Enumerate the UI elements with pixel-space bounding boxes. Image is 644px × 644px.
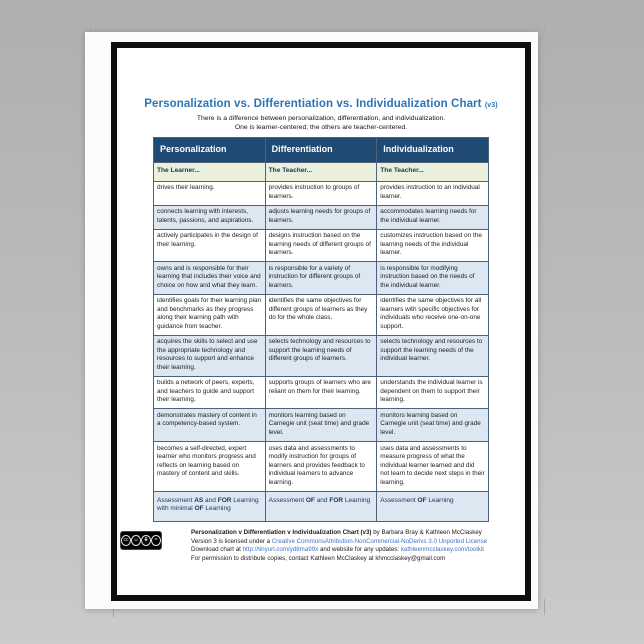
license-link: Creative CommonsAttribution-NonCommercial-NoDerivs 3.0 Unported License bbox=[271, 537, 488, 545]
cc-icon: cc bbox=[121, 535, 131, 546]
table-row bbox=[154, 294, 489, 335]
subheader-the-learner: The Learner... bbox=[154, 162, 266, 181]
cc-nc-icon: $ bbox=[141, 535, 151, 546]
cell-differentiation: adjusts learning needs for groups of learners. bbox=[265, 205, 377, 229]
column-header-personalization: Personalization bbox=[154, 137, 266, 162]
subheader-the-teacher-2: The Teacher... bbox=[377, 162, 489, 181]
cell-personalization: demonstrates mastery of content in a competency-based system. bbox=[154, 409, 266, 442]
cell-individualization: is responsible for modifying instruction based on the needs of the individual learner. bbox=[377, 262, 489, 295]
table-row bbox=[154, 442, 489, 492]
subheader-the-teacher-1: The Teacher... bbox=[265, 162, 377, 181]
cell-personalization: drives their learning. bbox=[154, 181, 266, 205]
column-header-differentiation: Differentiation bbox=[265, 137, 377, 162]
cell-individualization: monitors learning based on Carnegie unit (seat time) and grade level. bbox=[377, 409, 489, 442]
footer-line-1: Personalization v Differentiation v Individualization Chart (v3) by Barbara Bray & Kathleen McClaskey bbox=[191, 528, 482, 536]
cell-individualization: customizes instruction based on the learning needs of the individual learner. bbox=[377, 229, 489, 262]
page-title bbox=[117, 98, 525, 111]
cc-by-person-icon: ☺ bbox=[131, 535, 141, 546]
comparison-table bbox=[153, 137, 489, 522]
table-row bbox=[154, 205, 489, 229]
table-row bbox=[154, 376, 489, 409]
cell-individualization: uses data and assessments to measure progress of what the individual learner learned and did not learn to decide next steps in their learning. bbox=[377, 442, 489, 492]
footer-chart-title: Personalization v Differentiation v Individualization Chart (v3) bbox=[191, 528, 372, 536]
page-title-text: Personalization vs. Differentiation vs. Individualization Chart bbox=[144, 98, 482, 110]
cell-personalization: owns and is responsible for their learning that includes their voice and choice on how and what they learn. bbox=[154, 262, 266, 295]
crop-mark bbox=[544, 599, 545, 615]
column-header-individualization: Individualization bbox=[377, 137, 489, 162]
footer-line-3: Download chart at http://tinyurl.com/yd8ma99x and website for any updates: kathleenmcclaskey.com/toolkit bbox=[191, 546, 484, 554]
footer-line-2: Version 3 is licensed under a Creative CommonsAttribution-NonCommercial-NoDerivs 3.0 Unported License bbox=[191, 537, 488, 545]
cell-personalization: connects learning with interests, talents, passions, and aspirations. bbox=[154, 205, 266, 229]
footer-line-4: For permission to distribute copies, contact Kathleen McClaskey at khmcclaskey@gmail.com bbox=[191, 555, 446, 563]
cell-differentiation: designs instruction based on the learning needs of different groups of learners. bbox=[265, 229, 377, 262]
cell-differentiation: uses data and assessments to modify instruction for groups of learners and provides feedback to individual learners to advance learning. bbox=[265, 442, 377, 492]
cell-differentiation: identifies the same objectives for different groups of learners as they do for the whole class. bbox=[265, 294, 377, 335]
subtitle bbox=[117, 114, 525, 132]
assessment-personalization: Assessment AS and FOR Learning with minimal OF Learning bbox=[154, 491, 266, 521]
crop-mark bbox=[541, 27, 545, 40]
assessment-differentiation: Assessment OF and FOR Learning bbox=[265, 491, 377, 521]
table-subheader-row bbox=[154, 162, 489, 181]
footer bbox=[120, 529, 525, 564]
table-row bbox=[154, 229, 489, 262]
cell-personalization: becomes a self-directed, expert learner who monitors progress and reflects on learning based on mastery of content and skills. bbox=[154, 442, 266, 492]
poster-sheet bbox=[85, 32, 538, 609]
creative-commons-badge bbox=[120, 531, 162, 550]
cell-differentiation: provides instruction to groups of learners. bbox=[265, 181, 377, 205]
cell-differentiation: is responsible for a variety of instruction for different groups of learners. bbox=[265, 262, 377, 295]
cell-individualization: understands the individual learner is dependent on them to support their learning. bbox=[377, 376, 489, 409]
toolkit-link: kathleenmcclaskey.com/toolkit bbox=[400, 546, 484, 554]
table-row bbox=[154, 181, 489, 205]
cell-individualization: selects technology and resources to support the learning needs of the individual learner. bbox=[377, 335, 489, 376]
cell-individualization: identifies the same objectives for all learners with specific objectives for individuals who receive one-on-one support. bbox=[377, 294, 489, 335]
cell-differentiation: supports groups of learners who are reliant on them for their learning. bbox=[265, 376, 377, 409]
subtitle-line-2: One is learner-centered; the others are teacher-centered. bbox=[234, 123, 408, 131]
table-row bbox=[154, 262, 489, 295]
cell-personalization: acquires the skills to select and use the appropriate technology and resources to support and enhance their learning. bbox=[154, 335, 266, 376]
assessment-row bbox=[154, 491, 489, 521]
table-row bbox=[154, 409, 489, 442]
cell-personalization: actively participates in the design of their learning. bbox=[154, 229, 266, 262]
cell-individualization: accommodates learning needs for the individual learner. bbox=[377, 205, 489, 229]
poster-black-frame bbox=[111, 42, 531, 601]
cell-personalization: identifies goals for their learning plan and benchmarks as they progress along their learning path with guidance from teacher. bbox=[154, 294, 266, 335]
table-row bbox=[154, 335, 489, 376]
table-header-row bbox=[154, 137, 489, 162]
page-title-version: (v3) bbox=[484, 102, 498, 109]
subtitle-line-1: There is a difference between personalization, differentiation, and individualization. bbox=[196, 114, 446, 122]
cell-personalization: builds a network of peers, experts, and teachers to guide and support their learning. bbox=[154, 376, 266, 409]
footer-text bbox=[191, 529, 511, 564]
poster-content bbox=[117, 48, 525, 595]
cell-differentiation: selects technology and resources to support the learning needs of different groups of learners. bbox=[265, 335, 377, 376]
assessment-individualization: Assessment OF Learning bbox=[377, 491, 489, 521]
cc-nd-icon: = bbox=[151, 535, 161, 546]
cell-differentiation: monitors learning based on Carnegie unit (seat time) and grade level. bbox=[265, 409, 377, 442]
download-link: http://tinyurl.com/yd8ma99x bbox=[242, 546, 319, 554]
cell-individualization: provides instruction to an individual learner. bbox=[377, 181, 489, 205]
